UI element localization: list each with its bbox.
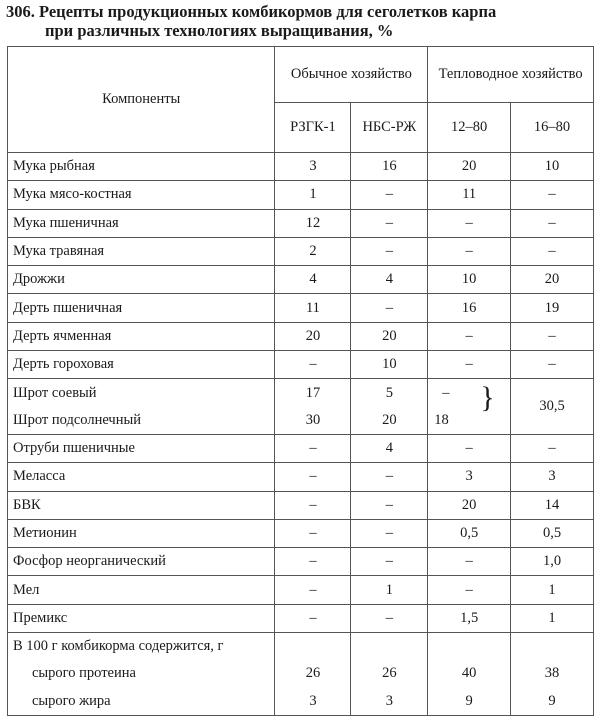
value-cell: 30 — [275, 407, 351, 435]
component-name: Дерть пшеничная — [8, 294, 275, 322]
component-name: Мука рыбная — [8, 153, 275, 181]
table-row — [8, 266, 594, 294]
value-cell: 1,5 — [428, 604, 511, 632]
table-row — [8, 209, 594, 237]
component-name: БВК — [8, 491, 275, 519]
value-cell: 20 — [511, 266, 594, 294]
value-cell: – — [351, 209, 428, 237]
component-name: Шрот подсолнечный — [8, 407, 275, 435]
table-row — [8, 633, 594, 661]
header-col-12-80: 12–80 — [428, 103, 511, 153]
component-name: Метионин — [8, 519, 275, 547]
value-cell: 3 — [275, 688, 351, 716]
value-cell: 1 — [511, 576, 594, 604]
value-cell: 26 — [275, 660, 351, 687]
title-line-2: при различных технологиях выращивания, % — [45, 21, 394, 40]
value-cell: – — [275, 463, 351, 491]
header-col-nbsrzh: НБС-РЖ — [351, 103, 428, 153]
table-row — [8, 434, 594, 462]
value-cell: 16 — [351, 153, 428, 181]
value-cell: 3 — [275, 153, 351, 181]
value-cell: 20 — [428, 491, 511, 519]
value-cell: 40 — [428, 660, 511, 687]
value-cell: 10 — [428, 266, 511, 294]
value-cell: 5 — [351, 379, 428, 407]
component-name: сырого протеина — [8, 660, 275, 687]
component-name: Дерть гороховая — [8, 351, 275, 379]
component-name: Мука пшеничная — [8, 209, 275, 237]
component-name: Дрожжи — [8, 266, 275, 294]
table-row — [8, 153, 594, 181]
section-heading: В 100 г комбикорма содержится, г — [8, 633, 275, 661]
component-name: Дерть ячменная — [8, 322, 275, 350]
value-cell: 2 — [275, 237, 351, 265]
table-row — [8, 351, 594, 379]
header-col-16-80: 16–80 — [511, 103, 594, 153]
value-cell: 9 — [511, 688, 594, 716]
value-cell: – — [428, 237, 511, 265]
value-cell: 1,0 — [511, 548, 594, 576]
table-row — [8, 294, 594, 322]
table-row — [8, 181, 594, 209]
value-cell: 38 — [511, 660, 594, 687]
value-cell-combined: 30,5 — [511, 379, 594, 435]
value-cell: – — [511, 181, 594, 209]
page-title — [6, 2, 596, 40]
value-cell: – — [351, 491, 428, 519]
value-cell: – — [351, 604, 428, 632]
value-cell: – — [511, 322, 594, 350]
value-cell: – — [351, 463, 428, 491]
table-row — [8, 407, 594, 435]
table-row — [8, 491, 594, 519]
value-cell: 1 — [275, 181, 351, 209]
value-cell: 4 — [351, 434, 428, 462]
value-cell: – — [511, 237, 594, 265]
component-name: Отруби пшеничные — [8, 434, 275, 462]
value-cell: 11 — [275, 294, 351, 322]
value-cell: – — [351, 237, 428, 265]
value-cell — [428, 380, 511, 435]
value-cell: 9 — [428, 688, 511, 716]
value-cell: – — [351, 548, 428, 576]
value-cell: 1 — [511, 604, 594, 632]
value-cell: 11 — [428, 181, 511, 209]
table-row — [8, 576, 594, 604]
header-thermal-farm: Тепловодное хозяйство — [428, 47, 594, 103]
value-cell: – — [275, 519, 351, 547]
value-cell: 3 — [428, 463, 511, 491]
value-cell: 0,5 — [428, 519, 511, 547]
component-name: Мука мясо-костная — [8, 181, 275, 209]
value-cell: 20 — [275, 322, 351, 350]
header-col-rzgk1: РЗГК-1 — [275, 103, 351, 153]
component-name: Фосфор неорганический — [8, 548, 275, 576]
value-cell: – — [428, 379, 511, 407]
value-cell: – — [351, 181, 428, 209]
value-cell: 16 — [428, 294, 511, 322]
value-cell: 4 — [351, 266, 428, 294]
value-cell: – — [275, 576, 351, 604]
value-cell: – — [351, 294, 428, 322]
table-row — [8, 237, 594, 265]
table-row — [8, 322, 594, 350]
value-cell: – — [511, 209, 594, 237]
component-name: Мел — [8, 576, 275, 604]
value-cell: 0,5 — [511, 519, 594, 547]
value-cell: – — [428, 434, 511, 462]
value-cell: 4 — [275, 266, 351, 294]
value-cell: 3 — [511, 463, 594, 491]
component-name: Шрот соевый — [8, 379, 275, 407]
value-cell: – — [428, 548, 511, 576]
value-cell: 17 — [275, 379, 351, 407]
component-name: Меласса — [8, 463, 275, 491]
value-cell: – — [275, 351, 351, 379]
value-cell: – — [275, 434, 351, 462]
value-cell: 20 — [351, 322, 428, 350]
value-cell: 14 — [511, 491, 594, 519]
value-cell: – — [428, 209, 511, 237]
table-row — [8, 463, 594, 491]
value-cell: – — [428, 351, 511, 379]
table-row — [8, 660, 594, 687]
value-cell: 10 — [351, 351, 428, 379]
component-name: сырого жира — [8, 688, 275, 716]
value-cell: – — [275, 548, 351, 576]
component-name: Мука травяная — [8, 237, 275, 265]
value-cell: 20 — [351, 407, 428, 435]
value-cell: 26 — [351, 660, 428, 687]
value-cell: 1 — [351, 576, 428, 604]
value-cell: – — [351, 519, 428, 547]
value-cell: – — [275, 491, 351, 519]
value-cell: 3 — [351, 688, 428, 716]
table-row — [8, 604, 594, 632]
value-cell: 12 — [275, 209, 351, 237]
value-cell: 20 — [428, 153, 511, 181]
value-cell: 10 — [511, 153, 594, 181]
feed-recipes-table — [7, 46, 594, 716]
value-cell: 19 — [511, 294, 594, 322]
table-row — [8, 379, 594, 407]
value-cell: – — [275, 604, 351, 632]
table-row — [8, 548, 594, 576]
value-cell: – — [511, 434, 594, 462]
value-cell: – — [428, 576, 511, 604]
header-components: Компоненты — [8, 47, 275, 153]
table-row — [8, 519, 594, 547]
title-line-1: 306. Рецепты продукционных комбикормов для сеголетков карпа — [6, 2, 497, 21]
value-cell: – — [428, 322, 511, 350]
value-text: 18 — [434, 411, 449, 428]
table-row — [8, 688, 594, 716]
value-cell: – — [511, 351, 594, 379]
brace-icon: } — [480, 380, 495, 414]
header-regular-farm: Обычное хозяйство — [275, 47, 428, 103]
component-name: Премикс — [8, 604, 275, 632]
